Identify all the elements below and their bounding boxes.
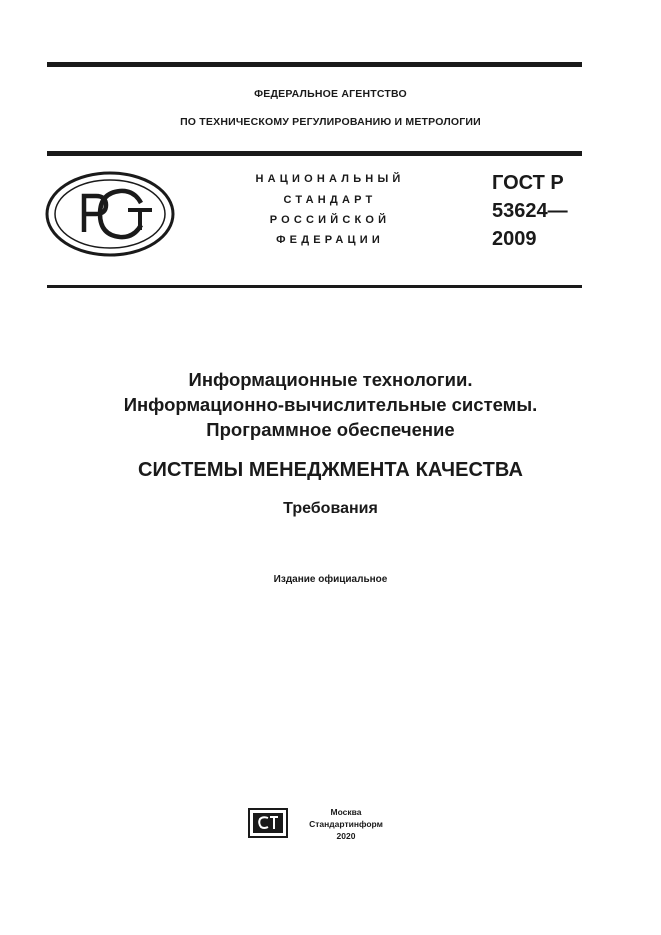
designation-rule <box>47 285 582 288</box>
designation-prefix: ГОСТ Р <box>492 172 564 194</box>
designation-number: 53624— <box>492 200 568 222</box>
agency-line-2: ПО ТЕХНИЧЕСКОМУ РЕГУЛИРОВАНИЮ И МЕТРОЛОГИИ <box>180 116 481 128</box>
main-title: СИСТЕМЫ МЕНЕДЖМЕНТА КАЧЕСТВА <box>138 459 523 481</box>
standard-type-line-3: РОССИЙСКОЙ <box>269 214 391 226</box>
title-line-2: Информационно-вычислительные системы. <box>123 394 538 415</box>
title-line-1: Информационные технологии. <box>188 369 473 390</box>
subtitle: Требования <box>283 500 378 517</box>
top-rule <box>47 62 582 67</box>
publisher-name: Стандартинформ <box>309 819 383 829</box>
publisher-year: 2020 <box>336 831 356 841</box>
standard-type-line-2: СТАНДАРТ <box>283 194 377 206</box>
gost-r-logo-icon <box>44 170 176 258</box>
edition-label: Издание официальное <box>273 574 388 585</box>
publisher-city: Москва <box>330 807 362 817</box>
publisher-logo-icon <box>248 808 288 838</box>
title-line-3: Программное обеспечение <box>206 419 455 440</box>
standard-type-line-4: ФЕДЕРАЦИИ <box>276 234 384 246</box>
designation-year: 2009 <box>492 228 537 250</box>
standard-type-line-1: НАЦИОНАЛЬНЫЙ <box>255 173 405 185</box>
agency-line-1: ФЕДЕРАЛЬНОЕ АГЕНТСТВО <box>254 88 407 100</box>
header-rule <box>47 151 582 156</box>
